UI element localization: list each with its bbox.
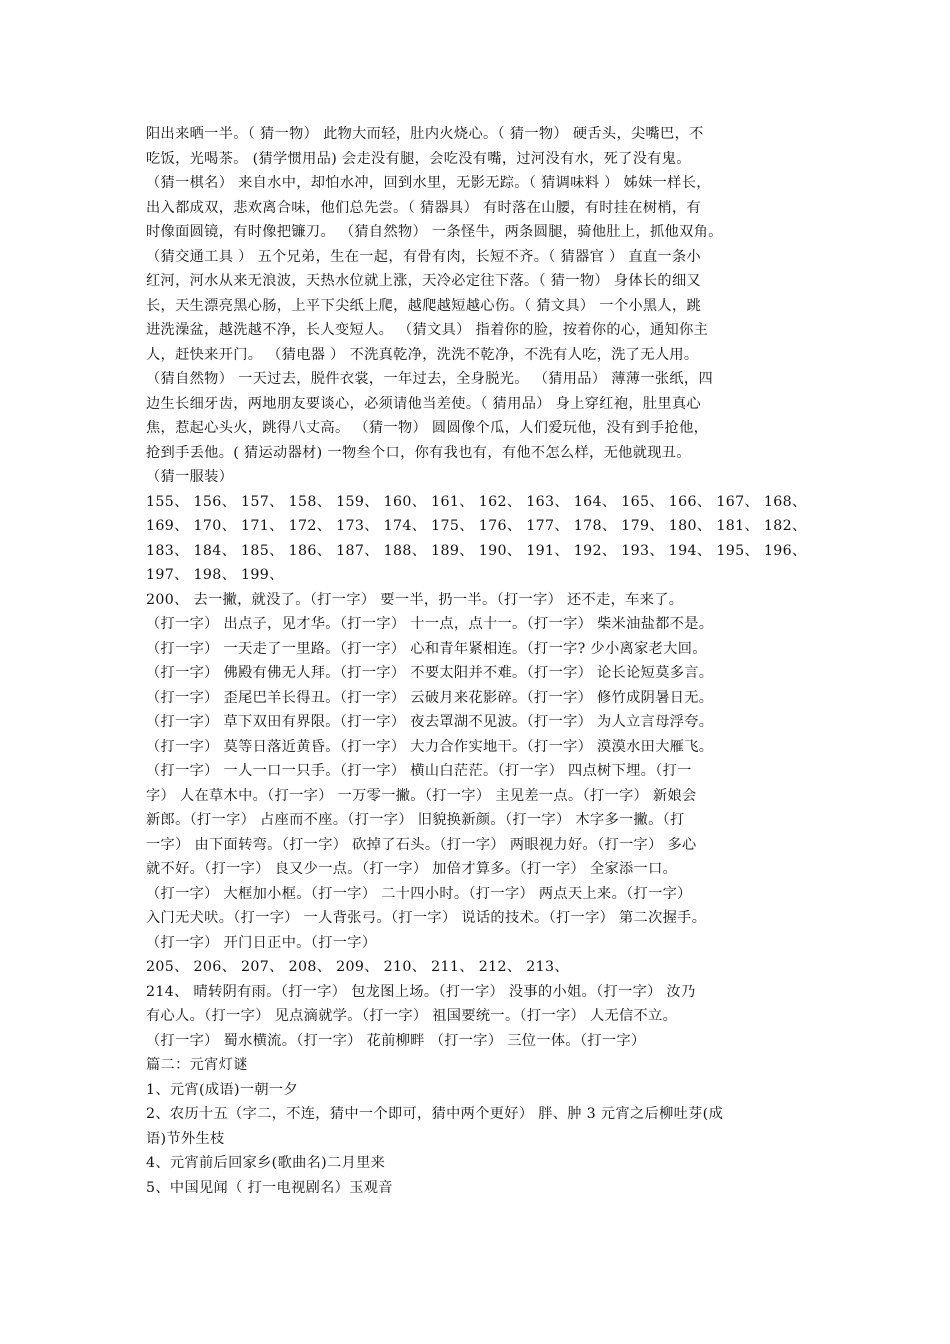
text-line-1: 阳出来晒一半。（ 猜一物） 此物大而轻，肚内火烧心。（ 猜一物） 硬舌头，尖嘴巴，不: [146, 126, 704, 142]
text-line-2: 吃饭，光喝茶。 (猜学惯用品) 会走没有腿，会吃没有嘴，过河没有水，死了没有鬼。: [146, 150, 691, 167]
text-line-25: （打一字） 草下双田有界限。（打一字） 夜去罩湖不见波。（打一字） 为人立言母浮夸。: [146, 714, 714, 730]
text-line-23: （打一字） 佛殿有佛无人拜。（打一字） 不要太阳并不难。（打一字） 论长论短莫多言。: [146, 665, 714, 681]
text-line-11: （猜自然物） 一天过去，脱件衣裳，一年过去，全身脱光。 （猜用品） 薄薄一张纸，四: [146, 371, 714, 387]
text-line-8: 长，天生漂亮黑心肠，上平下尖纸上爬，越爬越短越心伤。（ 猜文具） 一个小黑人，跳: [146, 297, 702, 314]
text-line-7: 红河，河水从来无浪波，天热水位就上涨，天冷必定往下落。（ 猜一物） 身体长的细又: [146, 273, 702, 289]
text-line-29: 新郎。（打一字） 占座而不座。（打一字） 旧貌换新颜。（打一字） 木字多一撇。（打: [146, 812, 685, 828]
text-line-38: （打一字） 蜀水横流。（打一字） 花前柳畔 （打一字） 三位一体。（打一字）: [146, 1032, 646, 1049]
text-line-4: 出入都成双，悲欢离合味，他们总先尝。（ 猜器具） 有时落在山腰，有时挂在树梢，有: [146, 199, 702, 216]
number-line-5: 205、 206、 207、 208、 209、 210、 211、 212、 213、: [146, 959, 569, 975]
section-heading: 篇二：元宵灯谜: [146, 1057, 248, 1073]
text-line-15: （猜一服装）: [146, 469, 234, 485]
text-line-12: 边生长细牙齿，两地朋友要谈心，必须请他当差使。（ 猜用品） 身上穿红袍，肚里真心: [146, 395, 702, 412]
text-line-31: 就不好。（打一字） 良又少一点。（打一字） 加倍才算多。（打一字） 全家添一口。: [146, 861, 678, 877]
text-line-5: 时像面圆镜，有时像把镰刀。 （猜自然物） 一条怪牛，两条圆腿，骑他肚上，抓他双角。: [146, 224, 723, 240]
text-line-21: （打一字） 出点子，见才华。（打一字） 十一点，点十一。（打一字） 柴米油盐都不是。: [146, 616, 714, 632]
text-line-14: 抢到手丢他。( 猜运动器材) 一物叁个口，你有我也有，有他不怎么样，无他就现丑。: [146, 444, 691, 461]
text-line-28: 字） 人在草木中。（打一字） 一万零一撇。（打一字） 主见差一点。（打一字） 新娘会: [146, 787, 697, 804]
text-line-10: 人，赶快来开门。 （猜电器 ） 不洗真乾净，洗洗不乾净，不洗有人吃，洗了无人用。: [146, 346, 699, 363]
list-item-2: 2、农历十五（字二，不连，猜中一个即可，猜中两个更好） 胖、肿 3 元宵之后柳吐芽(成: [146, 1106, 724, 1122]
text-line-6: （猜交通工具 ） 五个兄弟，生在一起，有骨有肉，长短不齐。（ 猜器官 ） 直直一条小: [146, 248, 702, 265]
document-page: [146, 122, 816, 1200]
text-line-37: 有心人。（打一字） 见点滴就学。（打一字） 祖国要统一。（打一字） 人无信不立。: [146, 1008, 678, 1024]
text-line-33: 入门无犬吠。（打一字） 一人背张弓。（打一字） 说话的技术。（打一字） 第二次握手。: [146, 910, 707, 926]
text-line-22: （打一字） 一天走了一里路。（打一字） 心和青年紧相连。（打一字? 少小离家老大回。: [146, 640, 707, 657]
text-line-27: （打一字） 一人一口一只手。（打一字） 横山白茫茫。（打一字） 四点树下埋。（打一: [146, 763, 692, 779]
number-line-2: 169、 170、 171、 172、 173、 174、 175、 176、 177、 178、 179、 180、 181、 182、: [146, 518, 807, 534]
text-line-30: 一字） 由下面转弯。（打一字） 砍掉了石头。（打一字） 两眼视力好。（打一字） 多心: [146, 836, 697, 853]
list-item-2-cont: 语)节外生枝: [146, 1130, 225, 1147]
text-line-9: 进洗澡盆，越洗越不净，长人变短人。 （猜文具） 指着你的脸，按着你的心，通知你主: [146, 322, 709, 338]
number-line-4: 197、 198、 199、: [146, 567, 284, 583]
number-line-1: 155、 156、 157、 158、 159、 160、 161、 162、 163、 164、 165、 166、 167、 168、: [146, 493, 807, 510]
text-line-24: （打一字） 歪尾巴羊长得丑。（打一字） 云破月来花影碎。（打一字） 修竹成阴暑日无。: [146, 689, 714, 706]
text-line-32: （打一字） 大框加小框。（打一字） 二十四小时。（打一字） 两点天上来。（打一字）: [146, 885, 692, 902]
text-line-36: 214、 晴转阴有雨。（打一字） 包龙图上场。（打一字） 没事的小姐。（打一字） 汝乃: [146, 983, 696, 1000]
text-line-26: （打一字） 莫等日落近黄昏。（打一字） 大力合作实地干。（打一字） 漠漠水田大雁飞。: [146, 738, 714, 755]
list-item-1: 1、元宵(成语)一朝一夕: [146, 1081, 298, 1098]
text-line-20: 200、 去一撇，就没了。（打一字） 要一半，扔一半。（打一字） 还不走，车来了。: [146, 591, 684, 608]
text-line-34: （打一字） 开门日正中。（打一字）: [146, 934, 377, 951]
list-item-5: 5、中国见闻（ 打一电视剧名）玉观音: [146, 1179, 393, 1196]
list-item-4: 4、元宵前后回家乡(歌曲名)二月里来: [146, 1155, 386, 1171]
text-line-13: 焦，惹起心头火，跳得八丈高。 （猜一物） 圆圆像个瓜，人们爱玩他，没有到手抢他，: [146, 420, 709, 436]
text-line-3: （猜一棋名） 来自水中，却怕水冲，回到水里，无影无踪。（ 猜调味料 ） 姊妹一样长，: [146, 175, 711, 191]
number-line-3: 183、 184、 185、 186、 187、 188、 189、 190、 191、 192、 193、 194、 195、 196、: [146, 542, 807, 559]
